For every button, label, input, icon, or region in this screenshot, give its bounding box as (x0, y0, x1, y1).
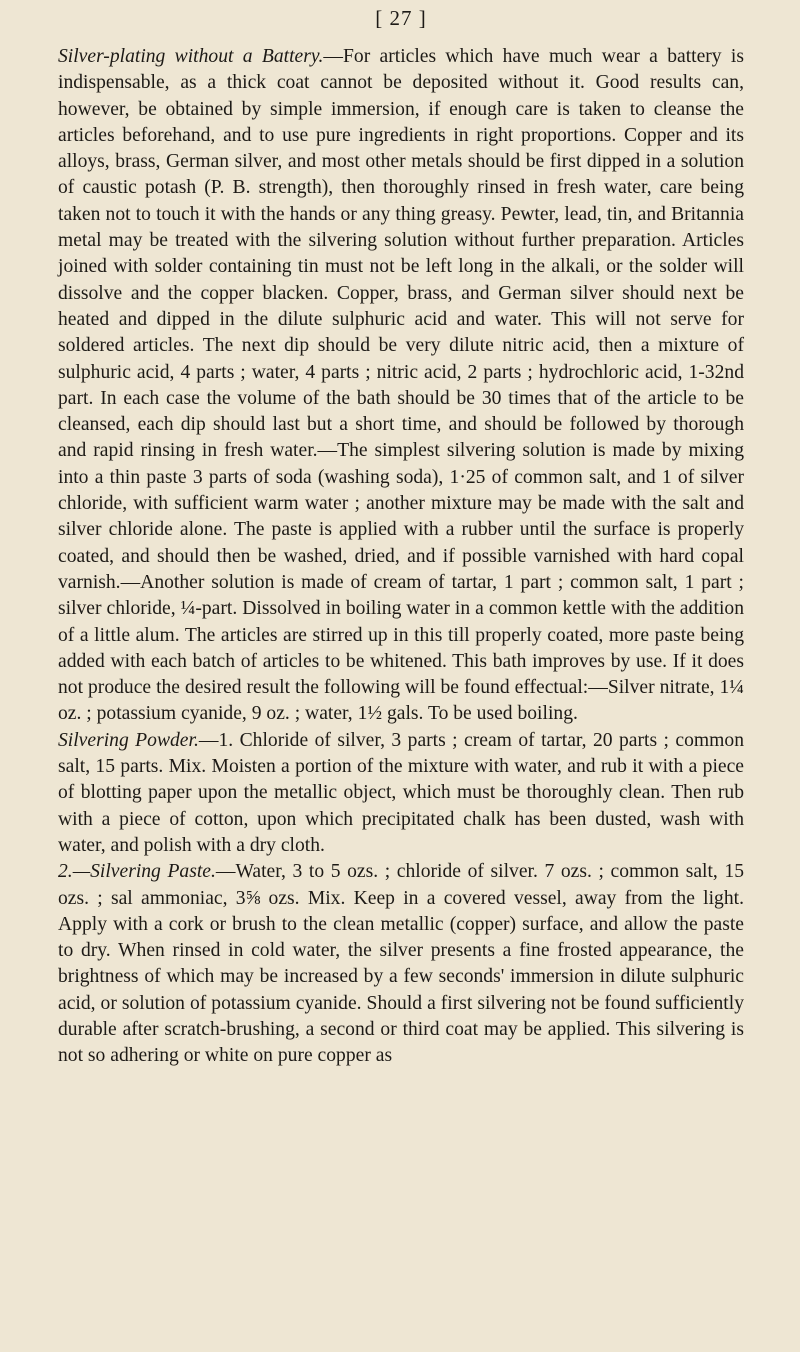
paragraph-body: —For articles which have much wear a battery is indispensable, as a thick coat cannot be deposited without it. Good results can, however, be obtained by simple immersion, if enough care is taken to cleanse the articles beforehand, and to use pure ingredients in right proportions. Copper and its alloys, brass, German silver, and most other metals should be first dipped in a solution of caustic potash (P. B. strength), then thoroughly rinsed in fresh water, care being taken not to touch it with the hands or any thing greasy. Pewter, lead, tin, and Britannia metal may be treated with the silvering solution without further preparation. Articles joined with solder containing tin must not be left long in the alkali, or the solder will dissolve and the copper blacken. Copper, brass, and German silver should next be heated and dipped in the dilute sulphuric acid and water. This will not serve for soldered articles. The next dip should be very dilute nitric acid, then a mixture of sulphuric acid, 4 parts ; water, 4 parts ; nitric acid, 2 parts ; hydrochloric acid, 1-32nd part. In each case the volume of the bath should be 30 times that of the article to be cleansed, each dip should last but a short time, and should be followed by thorough and rapid rinsing in fresh water.—The simplest silvering solution is made by mixing into a thin paste 3 parts of soda (washing soda), 1·25 of common salt, and 1 of silver chloride, with sufficient warm water ; another mixture may be made with the salt and silver chloride alone. The paste is applied with a rubber until the surface is properly coated, and should then be washed, dried, and if possible varnished with hard copal varnish.—Another solution is made of cream of tartar, 1 part ; common salt, 1 part ; silver chloride, ¼-part. Dissolved in boiling water in a common kettle with the addition of a little alum. The articles are stirred up in this till properly coated, more paste being added with each batch of articles to be whitened. This bath improves by use. If it does not produce the desired result the following will be found effectual:—Silver nitrate, 1¼ oz. ; potassium cyanide, 9 oz. ; water, 1½ gals. To be used boiling. (58, 46, 744, 725)
page-number: [ 27 ] (375, 6, 427, 30)
paragraph-silvering-powder (58, 728, 744, 859)
paragraph-heading: Silvering Powder. (58, 729, 199, 751)
paragraph-body: —Water, 3 to 5 ozs. ; chloride of silver. 7 ozs. ; common salt, 15 ozs. ; sal ammoniac, 3⅝ ozs. Mix. Keep in a covered vessel, away from the light. Apply with a cork or brush to the clean metallic (copper) surface, and allow the paste to dry. When rinsed in cold water, the silver presents a fine frosted appearance, the brightness of which may be increased by a few seconds' immersion in dilute sulphuric acid, or solution of potassium cyanide. Should a first silvering not be found sufficiently durable after scratch-brushing, a second or third coat may be applied. This silvering is not so adhering or white on pure copper as (58, 861, 744, 1067)
paragraph-silver-plating (58, 44, 744, 728)
paragraph-silvering-paste (58, 859, 744, 1069)
paragraph-heading: 2.—Silvering Paste. (58, 861, 216, 883)
paragraph-body: —1. Chloride of silver, 3 parts ; cream of tartar, 20 parts ; common salt, 15 parts. Mix. Moisten a portion of the mixture with water, and rub it with a piece of blotting paper upon the metallic object, which must be thoroughly clean. Then rub with a piece of cotton, upon which precipitated chalk has been dusted, wash with water, and polish with a dry cloth. (58, 729, 744, 856)
paragraph-heading: Silver-plating without a Battery. (58, 46, 324, 67)
